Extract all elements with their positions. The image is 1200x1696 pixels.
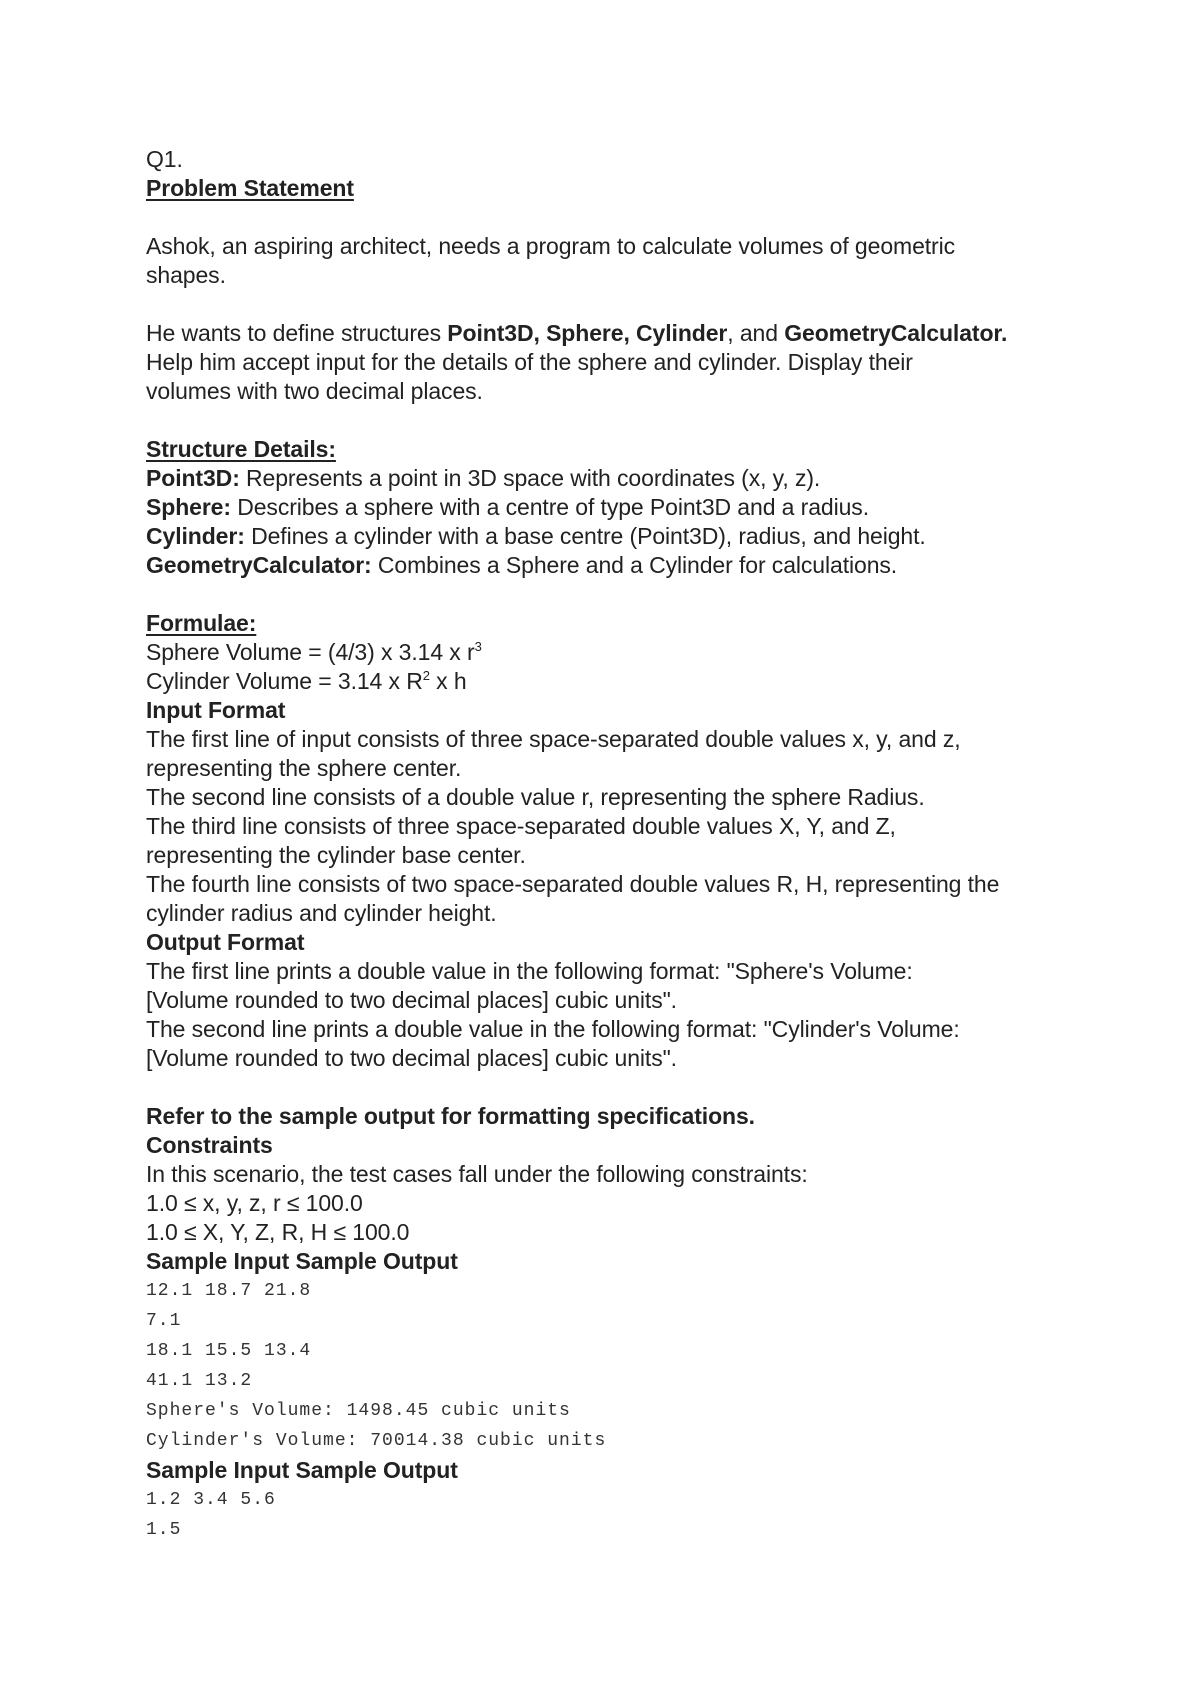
struct-name-cylinder: Cylinder bbox=[636, 320, 728, 346]
sample-line: 41.1 13.2 bbox=[146, 1371, 253, 1391]
structure-item-text: Describes a sphere with a centre of type Point3D and a radius. bbox=[230, 494, 869, 520]
constraints-heading: Constraints bbox=[146, 1132, 273, 1158]
separator: , bbox=[623, 320, 637, 346]
sample-line: 7.1 bbox=[146, 1311, 182, 1331]
separator: , bbox=[533, 320, 547, 346]
question-number: Q1. bbox=[146, 146, 183, 172]
structure-item-name: Cylinder: bbox=[146, 523, 245, 549]
structure-item-cylinder bbox=[146, 522, 1076, 551]
structure-item-text: Represents a point in 3D space with coordinates (x, y, z). bbox=[239, 465, 821, 491]
output-format-heading: Output Format bbox=[146, 929, 305, 955]
formulae-heading: Formulae: bbox=[146, 610, 257, 636]
structure-item-name: GeometryCalculator: bbox=[146, 552, 372, 578]
structure-item-name: Point3D: bbox=[146, 465, 240, 491]
input-format-line: representing the cylinder base center. bbox=[146, 842, 526, 868]
intro-line: shapes. bbox=[146, 262, 226, 288]
sample-line: 1.2 3.4 5.6 bbox=[146, 1490, 276, 1510]
formula-text: Cylinder Volume = 3.14 x R bbox=[146, 668, 423, 694]
intro-line: Ashok, an aspiring architect, needs a program to calculate volumes of geometric bbox=[146, 233, 956, 259]
sample-line: 1.5 bbox=[146, 1520, 182, 1540]
problem-statement-heading: Problem Statement bbox=[146, 175, 354, 201]
input-format-line: The second line consists of a double value r, representing the sphere Radius. bbox=[146, 784, 925, 810]
struct-name-point3d: Point3D bbox=[447, 320, 534, 346]
define-structures-line bbox=[146, 319, 1076, 348]
formula-tail: x h bbox=[429, 668, 467, 694]
struct-name-sphere: Sphere bbox=[546, 320, 624, 346]
sample-heading: Sample Input Sample Output bbox=[146, 1457, 458, 1483]
structure-item-text: Defines a cylinder with a base centre (Point3D), radius, and height. bbox=[244, 523, 926, 549]
help-line: Help him accept input for the details of the sphere and cylinder. Display their bbox=[146, 349, 913, 375]
structure-item-name: Sphere: bbox=[146, 494, 231, 520]
sample-line: 12.1 18.7 21.8 bbox=[146, 1281, 312, 1301]
input-format-line: cylinder radius and cylinder height. bbox=[146, 900, 497, 926]
output-format-line: [Volume rounded to two decimal places] cubic units". bbox=[146, 1045, 677, 1071]
formula-exponent: 3 bbox=[474, 639, 482, 654]
refer-note: Refer to the sample output for formatting specifications. bbox=[146, 1103, 755, 1129]
formula-exponent: 2 bbox=[422, 668, 430, 683]
sample-line: Cylinder's Volume: 70014.38 cubic units bbox=[146, 1431, 607, 1451]
help-line: volumes with two decimal places. bbox=[146, 378, 483, 404]
structure-details-heading: Structure Details: bbox=[146, 436, 336, 462]
constraint-line: In this scenario, the test cases fall under the following constraints: bbox=[146, 1161, 808, 1187]
define-prefix: He wants to define structures bbox=[146, 320, 448, 346]
input-format-heading: Input Format bbox=[146, 697, 286, 723]
structure-item-geometry-calculator bbox=[146, 551, 1076, 580]
separator-and: , and bbox=[727, 320, 785, 346]
document-body bbox=[146, 145, 1076, 1545]
input-format-line: The first line of input consists of three space-separated double values x, y, and z, bbox=[146, 726, 961, 752]
output-format-line: The second line prints a double value in the following format: "Cylinder's Volume: bbox=[146, 1016, 960, 1042]
sphere-volume-formula bbox=[146, 638, 1076, 667]
input-format-line: The fourth line consists of two space-separated double values R, H, representing the bbox=[146, 871, 1000, 897]
struct-name-geometry-calculator: GeometryCalculator. bbox=[784, 320, 1008, 346]
sample-line: 18.1 15.5 13.4 bbox=[146, 1341, 312, 1361]
constraint-line: 1.0 ≤ X, Y, Z, R, H ≤ 100.0 bbox=[146, 1219, 410, 1245]
input-format-line: The third line consists of three space-separated double values X, Y, and Z, bbox=[146, 813, 896, 839]
sample-heading: Sample Input Sample Output bbox=[146, 1248, 458, 1274]
input-format-line: representing the sphere center. bbox=[146, 755, 462, 781]
structure-item-point3d bbox=[146, 464, 1076, 493]
structure-item-text: Combines a Sphere and a Cylinder for calculations. bbox=[371, 552, 898, 578]
structure-item-sphere bbox=[146, 493, 1076, 522]
formula-text: Sphere Volume = (4/3) x 3.14 x r bbox=[146, 639, 475, 665]
constraint-line: 1.0 ≤ x, y, z, r ≤ 100.0 bbox=[146, 1190, 363, 1216]
output-format-line: The first line prints a double value in the following format: "Sphere's Volume: bbox=[146, 958, 913, 984]
output-format-line: [Volume rounded to two decimal places] cubic units". bbox=[146, 987, 677, 1013]
cylinder-volume-formula bbox=[146, 667, 1076, 696]
sample-line: Sphere's Volume: 1498.45 cubic units bbox=[146, 1401, 571, 1421]
